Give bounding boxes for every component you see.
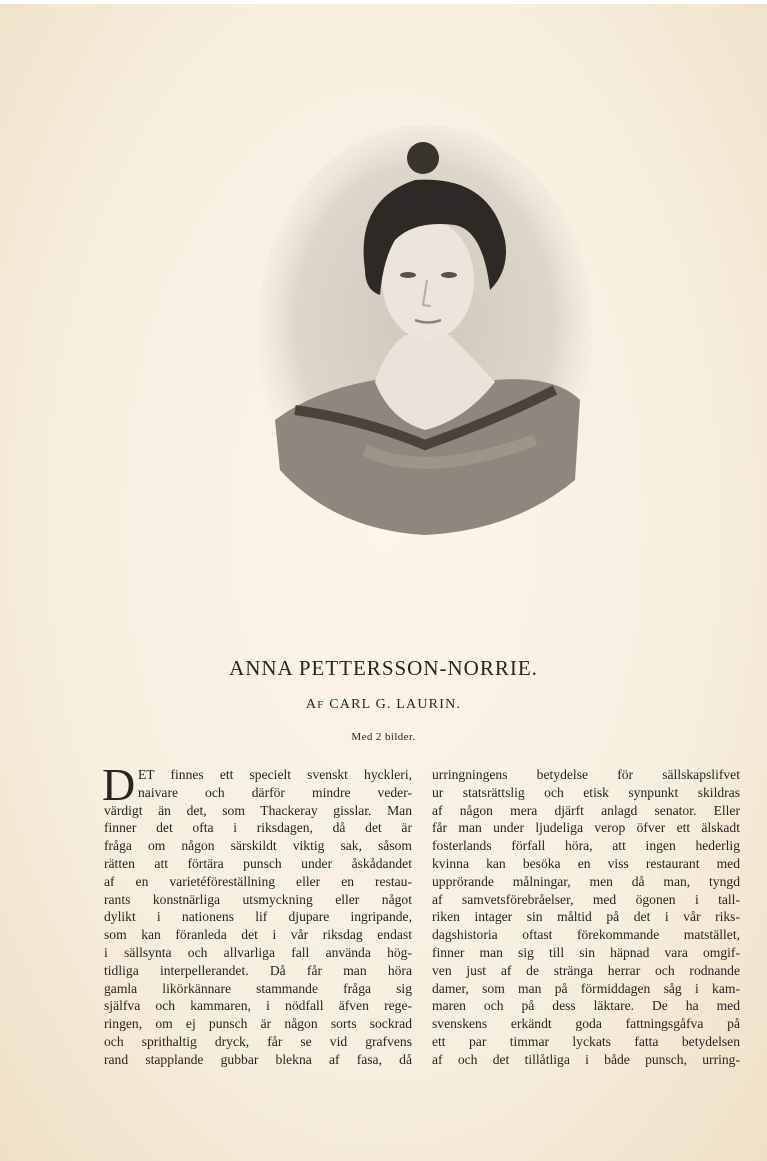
text-line: rand stapplande gubbar blekna af fasa, då: [104, 1051, 412, 1067]
right-text-column: [432, 766, 740, 1069]
text-line: finner man sig till sin häpnad vara omgif-: [432, 944, 740, 960]
text-line: af samvetsförebråelser, med ögonen i tall-: [432, 891, 740, 907]
text-line: af någon mera djärft anlagd senator. Eller: [432, 802, 740, 818]
text-line: får man under ljudeliga verop öfver ett älskadt: [432, 820, 740, 836]
text-line: kvinna kan besöka en viss restaurant med: [432, 855, 740, 871]
byline-author: CARL G. LAURIN.: [329, 697, 462, 712]
page-top-edge: [0, 0, 767, 4]
text-line: naivare och därför mindre veder-: [138, 784, 412, 800]
text-line: som kan föranleda det i vår riksdag endast: [104, 927, 412, 943]
text-line: dagshistoria oftast förekommande matstället,: [432, 927, 740, 943]
text-line: upprörande målningar, men då man, tyngd: [432, 873, 740, 889]
text-line: rants konstnärliga utsmyckning eller något: [104, 891, 412, 907]
text-line: värdigt än det, som Thackeray gisslar. Man: [104, 802, 412, 818]
text-line: ett par timmar lyckats fatta betydelsen: [432, 1033, 740, 1049]
text-line: tidliga interpellerandet. Då får man höra: [104, 962, 412, 978]
byline-prefix-rest: F: [317, 699, 325, 711]
article-byline: [0, 697, 767, 713]
text-line: rätten att förtära punsch under åskådandet: [104, 855, 412, 871]
text-line: ven just af de stränga herrar och rodnande: [432, 962, 740, 978]
text-line: maren och på dess läktare. De ha med: [432, 998, 740, 1014]
text-line: gamla likörkännare stammande fråga sig: [104, 980, 412, 996]
text-line: fosterlands förfall höra, att ingen hederlig: [432, 838, 740, 854]
text-line: ET finnes ett specielt svenskt hyckleri,: [138, 767, 412, 782]
drop-cap: D: [102, 759, 136, 810]
left-text-column: [102, 759, 412, 1069]
article-title: ANNA PETTERSSON-NORRIE.: [229, 656, 538, 680]
text-line: själfva och kammaren, i nödfall äfven rege-: [104, 998, 412, 1014]
text-line: urringningens betydelse för sällskapslifvet: [432, 767, 740, 782]
text-line: finner det ofta i riksdagen, då det är: [104, 820, 412, 836]
byline-prefix-initial: A: [305, 697, 318, 712]
text-line: och sprithaltig dryck, får se vid grafvens: [104, 1033, 412, 1049]
text-line: riken intager sin måltid på det i vår riks-: [432, 909, 740, 925]
text-line: af och det tillåtliga i både punsch, urring-: [432, 1051, 740, 1067]
text-line: fråga om någon särskildt viktig sak, såsom: [104, 838, 412, 854]
text-line: damer, som man på förmiddagen såg i kam-: [432, 980, 740, 996]
text-line: svenskens erkändt goda fattningsgåfva på: [432, 1016, 740, 1032]
portrait-photograph: [255, 120, 595, 540]
text-line: af en varietéföreställning eller en restau-: [104, 873, 412, 889]
text-line: ringen, om ej punsch är någon sorts sockrad: [104, 1016, 412, 1032]
text-line: i sällsynta och allvarliga fall använda hög-: [104, 944, 412, 960]
image-count-note: Med 2 bilder.: [351, 731, 416, 743]
text-line: dylikt i nationens lif djupare ingripande,: [104, 909, 412, 925]
text-line: ur statsrättslig och etisk synpunkt skildras: [432, 784, 740, 800]
